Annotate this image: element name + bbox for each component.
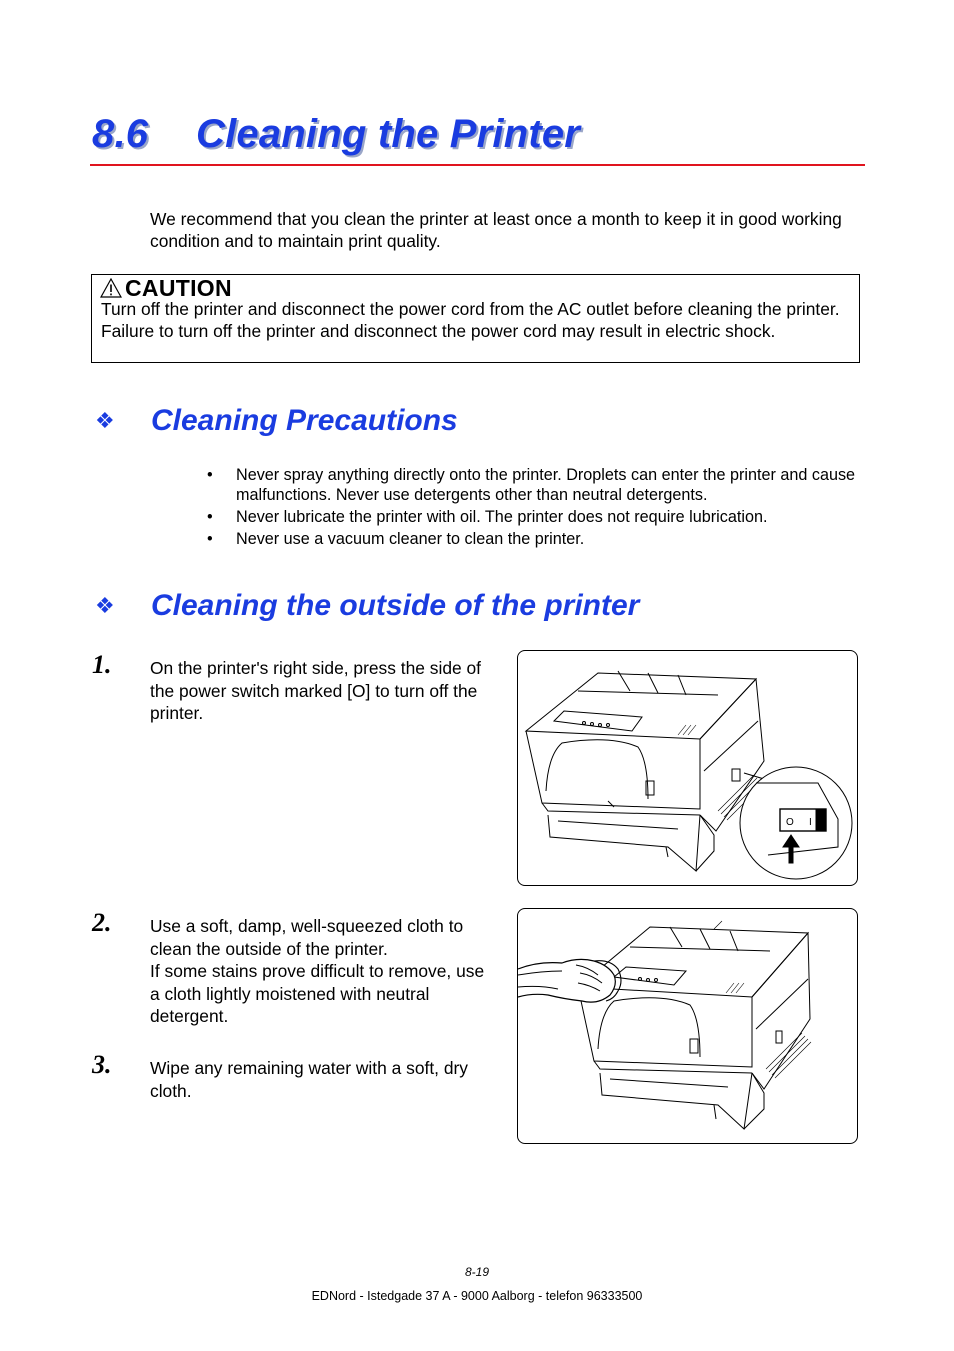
chapter-title-text: Cleaning the Printer [196,112,581,156]
page-number: 8-19 [464,1265,490,1279]
footer-address: EDNord - Istedgade 37 A - 9000 Aalborg - telefon 96333500 [311,1289,643,1303]
step-number-3: 3. [92,1050,112,1079]
section-heading-outside [95,589,639,623]
step-number-2: 2. [92,908,112,937]
caution-label: CAUTION [125,275,232,301]
list-item: • Never lubricate the printer with oil. The printer does not require lubrication. [206,507,866,527]
step-text-2-note: If some stains prove difficult to remove, use a cloth lightly moistened with neutral detergent. [150,961,485,1026]
title-rule [90,164,865,166]
warning-triangle-icon [100,278,122,298]
chapter-number: 8.6 [92,112,149,156]
list-item: • Never spray anything directly onto the printer. Droplets can enter the printer and cause malfunctions. Never use detergents other than neutral detergents. [206,465,866,505]
section-heading-precautions [95,404,458,438]
step-number-1: 1. [92,650,112,679]
list-item: • Never use a vacuum cleaner to clean the printer. [206,529,866,549]
printer-wiping-illustration [518,909,857,1143]
caution-box [91,274,860,363]
diamond-bullet-icon: ❖ [95,408,115,433]
switch-off-label: O [786,817,794,828]
step-text-2: Use a soft, damp, well-squeezed cloth to clean the outside of the printer. [150,916,464,959]
step-text-3: Wipe any remaining water with a soft, dry cloth. [150,1058,468,1101]
section-title: Cleaning Precautions [151,404,458,437]
chapter-title [92,112,580,157]
intro-paragraph: We recommend that you clean the printer at least once a month to keep it in good working condition and to maintain print quality. [150,209,842,251]
figure-wipe-printer [517,908,858,1144]
printer-power-switch-illustration [518,651,857,885]
switch-on-label: I [809,817,812,828]
precautions-list [206,465,866,551]
caution-text: Turn off the printer and disconnect the power cord from the AC outlet before cleaning the printer. Failure to turn off the printer and disconnect the power cord may result in electric shock. [101,299,840,341]
diamond-bullet-icon: ❖ [95,593,115,618]
step-text-1: On the printer's right side, press the side of the power switch marked [O] to turn off the printer. [150,658,482,723]
section-title: Cleaning the outside of the printer [151,589,640,622]
figure-power-switch [517,650,858,886]
